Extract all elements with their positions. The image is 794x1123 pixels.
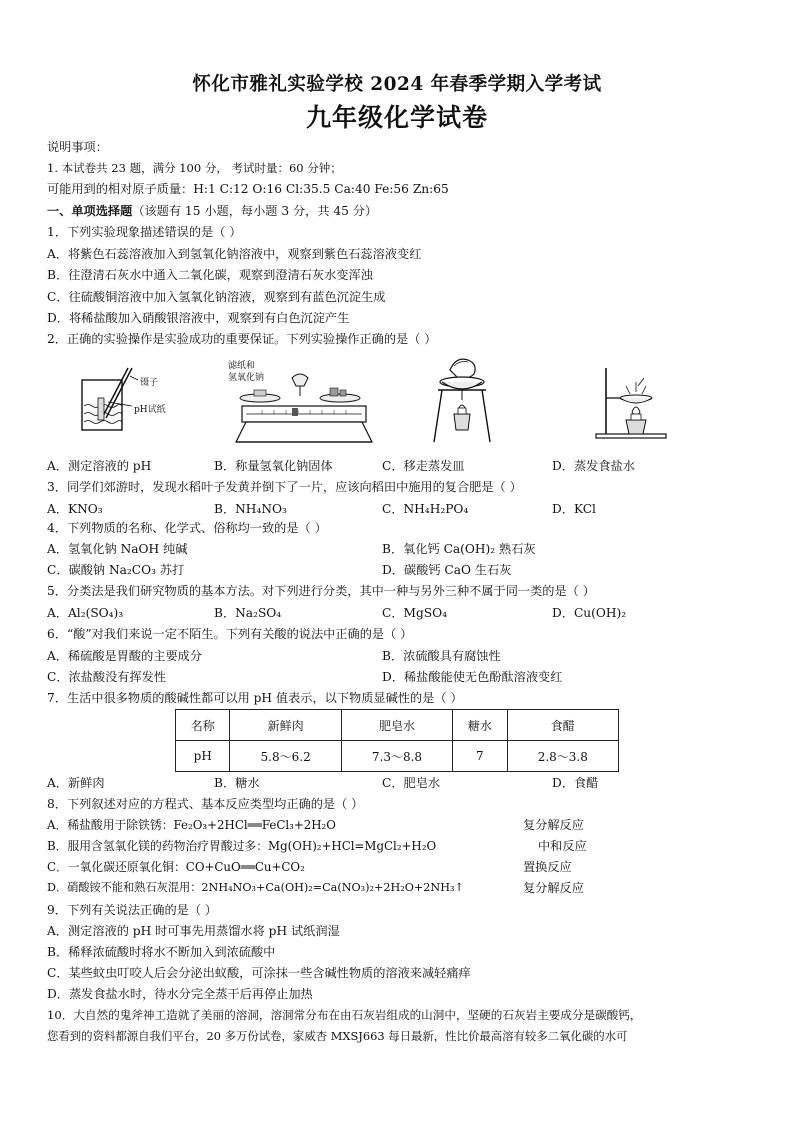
q10-line1: 10．大自然的鬼斧神工造就了美丽的溶洞，溶洞常分布在由石灰岩组成的山洞中，坚硬的石灰岩主要成分是碳酸钙， (47, 1008, 642, 1022)
q8-option-b-type: 中和反应 (538, 839, 587, 853)
q8-option-c: C．一氧化碳还原氧化铜：CO+CuO══Cu+CO₂ (47, 860, 305, 874)
school-title: 怀化市雅礼实验学校 2024 年春季学期入学考试 (192, 74, 602, 95)
ph-table-value-row (176, 741, 619, 772)
q9-option-b: B．稀释浓硫酸时将水不断加入到浓硫酸中 (47, 945, 276, 959)
q4-stem: 4．下列物质的名称、化学式、俗称均一致的是（ ） (47, 521, 327, 535)
ph-table-cell: 名称 (176, 710, 230, 741)
balance-figure (232, 368, 382, 446)
q8-option-a: A．稀盐酸用于除铁锈：Fe₂O₃+2HCl══FeCl₃+2H₂O (47, 818, 336, 832)
q8-option-d-type: 复分解反应 (523, 881, 584, 895)
q3-option-c: C．NH₄H₂PO₄ (382, 502, 469, 516)
q4-option-d: D．碳酸钙 CaO 生石灰 (382, 563, 512, 577)
notes-line2: 可能用到的相对原子质量：H:1 C:12 O:16 Cl:35.5 Ca:40 Fe:56 Zn:65 (47, 182, 449, 196)
q9-stem: 9．下列有关说法正确的是（ ） (47, 903, 218, 917)
filter-paper-label: 滤纸和 (228, 361, 256, 371)
exam-title: 九年级化学试卷 (305, 103, 488, 132)
q7-option-d: D．食醋 (552, 776, 599, 790)
ph-test-figure (70, 362, 190, 442)
q4-option-c: C．碳酸钠 Na₂CO₃ 苏打 (47, 563, 185, 577)
q7-stem: 7．生活中很多物质的酸碱性都可以用 pH 值表示，以下物质显碱性的是（ ） (47, 691, 463, 705)
q4-option-b: B．氧化钙 Ca(OH)₂ 熟石灰 (382, 542, 536, 556)
q8-option-a-type: 复分解反应 (523, 818, 584, 832)
q5-stem: 5．分类法是我们研究物质的基本方法。对下列进行分类，其中一种与另外三种不属于同一类的是（ ） (47, 584, 595, 598)
q3-option-d: D．KCl (552, 502, 596, 516)
q2-option-b: B．称量氢氧化钠固体 (214, 459, 333, 473)
q5-option-c: C．MgSO₄ (382, 606, 448, 620)
ph-table-cell: 糖水 (453, 710, 507, 741)
ph-table-cell: 食醋 (507, 710, 618, 741)
ph-table-cell: pH (176, 741, 230, 772)
q8-option-d: D．硝酸铵不能和熟石灰混用：2NH₄NO₃+Ca(OH)₂=Ca(NO₃)₂+2H₂O+2NH₃↑ (47, 881, 464, 894)
ph-table-cell: 5.8～6.2 (230, 741, 341, 772)
q9-option-c: C．某些蚊虫叮咬人后会分泌出蚁酸，可涂抹一些含碱性物质的溶液来减轻痛痒 (47, 966, 471, 980)
ph-table-cell: 肥皂水 (341, 710, 452, 741)
section1-note: （该题有 15 小题，每小题 3 分，共 45 分） (132, 204, 378, 218)
q1-option-c: C．往硫酸铜溶液中加入氢氧化钠溶液，观察到有蓝色沉淀生成 (47, 290, 386, 304)
q6-option-d: D．稀盐酸能使无色酚酞溶液变红 (382, 670, 563, 684)
q5-option-a: A．Al₂(SO₄)₃ (47, 606, 124, 620)
q2-option-d: D．蒸发食盐水 (552, 459, 635, 473)
q3-stem: 3．同学们郊游时，发现水稻叶子发黄并倒下了一片，应该向稻田中施用的复合肥是（ ） (47, 480, 522, 494)
q6-option-b: B．浓硫酸具有腐蚀性 (382, 649, 501, 663)
ph-table-cell: 7.3～8.8 (341, 741, 452, 772)
ph-table (175, 709, 619, 772)
q9-option-d: D．蒸发食盐水时，待水分完全蒸干后再停止加热 (47, 987, 313, 1001)
q7-option-a: A．新鲜肉 (47, 776, 105, 790)
q1-stem: 1．下列实验现象描述错误的是（ ） (47, 225, 242, 239)
notes-heading: 说明事项： (47, 140, 108, 154)
q5-option-d: D．Cu(OH)₂ (552, 606, 627, 620)
tweezers-label: 镊子 (140, 378, 159, 388)
q8-option-b: B．服用含氢氧化镁的药物治疗胃酸过多：Mg(OH)₂+HCl=MgCl₂+H₂O (47, 839, 437, 853)
q10-line2: 您看到的资料都源自我们平台，20 多万份试卷，家威杏 MXSJ663 每日最新，性比价最高溶有较多二氧化碳的水可 (47, 1029, 628, 1043)
naoh-label: 氢氧化钠 (228, 373, 265, 383)
section1-heading (47, 203, 377, 219)
q2-option-c: C．移走蒸发皿 (382, 459, 465, 473)
q5-option-b: B．Na₂SO₄ (214, 606, 282, 620)
ph-table-header-row (176, 710, 619, 741)
q8-stem: 8．下列叙述对应的方程式、基本反应类型均正确的是（ ） (47, 797, 364, 811)
q4-option-a: A．氢氧化钠 NaOH 纯碱 (47, 542, 188, 556)
q2-stem: 2．正确的实验操作是实验成功的重要保证。下列实验操作正确的是（ ） (47, 332, 437, 346)
ph-table-cell: 7 (453, 741, 507, 772)
q7-option-c: C．肥皂水 (382, 776, 441, 790)
ph-table-cell: 新鲜肉 (230, 710, 341, 741)
notes-line1: 1. 本试卷共 23 题，满分 100 分， 考试时量：60 分钟； (47, 161, 342, 175)
q7-option-b: B．糖水 (214, 776, 260, 790)
ph-paper-label: pH试纸 (134, 405, 166, 415)
q1-option-a: A．将紫色石蕊溶液加入到氢氧化钠溶液中，观察到紫色石蕊溶液变红 (47, 247, 422, 261)
q6-option-c: C．浓盐酸没有挥发性 (47, 670, 167, 684)
q8-option-c-type: 置换反应 (523, 860, 572, 874)
q2-option-a: A．测定溶液的 pH (47, 459, 152, 473)
ph-table-cell: 2.8～3.8 (507, 741, 618, 772)
q1-option-d: D．将稀盐酸加入硝酸银溶液中，观察到有白色沉淀产生 (47, 311, 350, 325)
q1-option-b: B．往澄清石灰水中通入二氧化碳，观察到澄清石灰水变浑浊 (47, 268, 373, 282)
evaporating-dish-figure (428, 352, 498, 448)
q6-option-a: A．稀硫酸是胃酸的主要成分 (47, 649, 203, 663)
q6-stem: 6．“酸”对我们来说一定不陌生。下列有关酸的说法中正确的是（ ） (47, 627, 413, 641)
q9-option-a: A．测定溶液的 pH 时可事先用蒸馏水将 pH 试纸润湿 (47, 924, 340, 938)
q3-option-b: B．NH₄NO₃ (214, 502, 287, 516)
evaporation-figure (592, 364, 672, 444)
q3-option-a: A．KNO₃ (47, 502, 103, 516)
section1-title: 一、单项选择题 (47, 204, 133, 218)
